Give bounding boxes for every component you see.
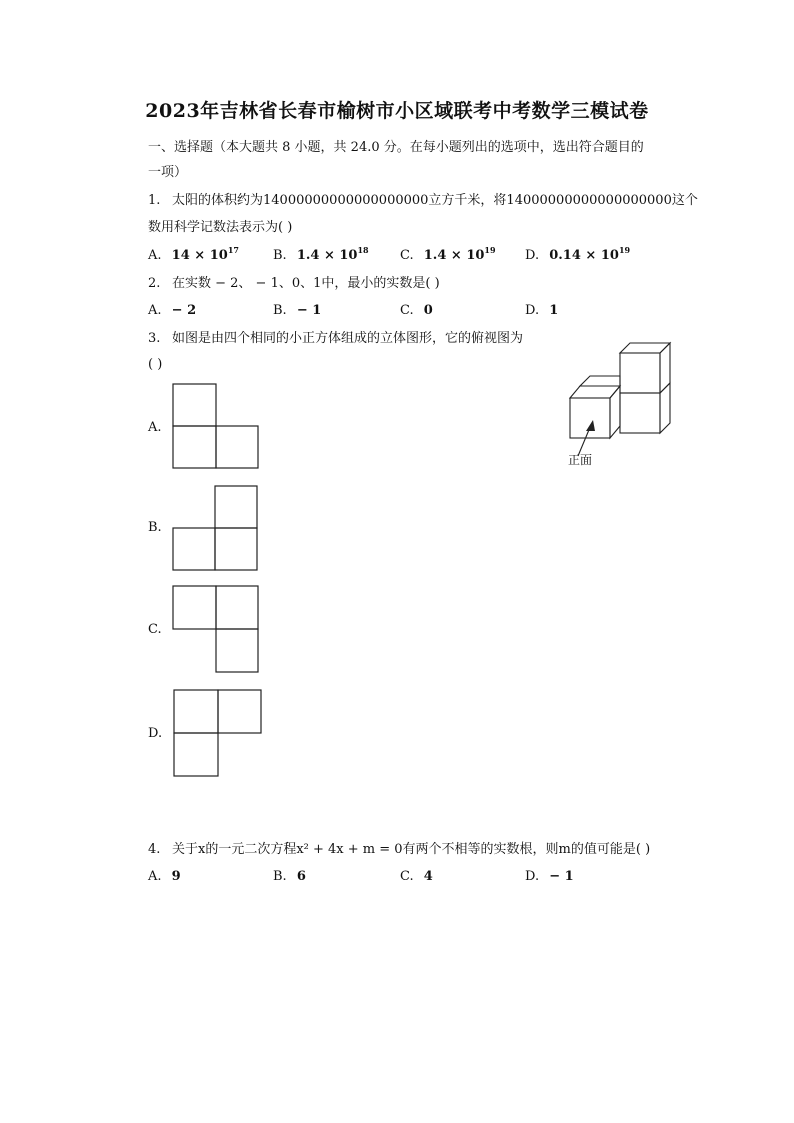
q3-option-b-figure[interactable]: [172, 485, 262, 573]
q1-option-c[interactable]: [400, 245, 496, 263]
section-heading-continued: 一项）: [148, 165, 188, 180]
option-value: − 1: [549, 869, 574, 884]
option-label: B.: [273, 303, 287, 318]
figure-label-front: 正面: [568, 453, 593, 467]
option-value: 0: [423, 303, 433, 318]
q3-option-d-label[interactable]: D.: [148, 726, 163, 741]
option-value: 1: [549, 303, 559, 318]
option-label: A.: [148, 303, 162, 318]
option-label: D.: [525, 248, 540, 263]
page-title: 2023年吉林省长春市榆树市小区域联考中考数学三模试卷: [145, 100, 649, 122]
q2-option-c[interactable]: [400, 303, 433, 318]
q3-option-c-figure[interactable]: [172, 585, 262, 675]
q3-option-a-figure[interactable]: [172, 383, 262, 471]
q4-option-a[interactable]: [148, 869, 181, 884]
q3-option-b-label[interactable]: B.: [148, 520, 162, 535]
option-label: C.: [400, 248, 414, 263]
question-3-text-continued: ( ): [148, 357, 163, 372]
option-value: 1.4 × 10: [423, 248, 485, 263]
q4-option-c[interactable]: [400, 869, 433, 884]
option-value: 14 × 10: [171, 248, 228, 263]
option-label: C.: [400, 869, 414, 884]
option-label: A.: [148, 248, 162, 263]
option-label: B.: [273, 869, 287, 884]
q2-option-b[interactable]: [273, 303, 321, 318]
option-value: − 1: [296, 303, 322, 318]
option-value: 9: [171, 869, 181, 884]
q3-option-c-label[interactable]: C.: [148, 622, 162, 637]
q1-option-a[interactable]: [148, 245, 239, 263]
q4-option-b[interactable]: [273, 869, 306, 884]
option-exponent: 18: [357, 245, 369, 255]
option-label: D.: [525, 869, 540, 884]
question-2-text: 在实数 − 2、 − 1、0、1中，最小的实数是( ): [172, 276, 440, 291]
arrow-icon: [586, 420, 595, 431]
option-label: D.: [525, 303, 540, 318]
q3-option-d-figure[interactable]: [173, 689, 265, 781]
question-4-text: 关于x的一元二次方程x² + 4x + m = 0有两个不相等的实数根，则m的值可能是( ): [172, 842, 651, 857]
option-value: − 2: [171, 303, 197, 318]
question-3-number: 3.: [148, 331, 161, 346]
option-value: 4: [423, 869, 433, 884]
q1-option-b[interactable]: [273, 245, 369, 263]
question-1-text: 太阳的体积约为14000000000000000000立方千米，将14000000000000000000这个: [172, 193, 698, 208]
question-1-number: 1.: [148, 193, 161, 208]
option-label: C.: [400, 303, 414, 318]
q2-option-a[interactable]: [148, 303, 196, 318]
question-3-text: 如图是由四个相同的小正方体组成的立体图形，它的俯视图为: [172, 331, 524, 346]
question-1-text-continued: 数用科学记数法表示为( ): [148, 220, 293, 235]
option-exponent: 19: [484, 245, 496, 255]
option-value: 1.4 × 10: [296, 248, 358, 263]
q2-option-d[interactable]: [525, 303, 558, 318]
question-2-number: 2.: [148, 276, 161, 291]
option-label: B.: [273, 248, 287, 263]
option-label: A.: [148, 869, 162, 884]
question-4-number: 4.: [148, 842, 161, 857]
q1-option-d[interactable]: [525, 245, 631, 263]
section-heading: 一、选择题（本大题共 8 小题，共 24.0 分。在每小题列出的选项中，选出符合题目的: [148, 140, 644, 155]
option-value: 6: [296, 869, 306, 884]
q3-option-a-label[interactable]: A.: [148, 420, 162, 435]
option-exponent: 19: [618, 245, 631, 255]
q4-option-d[interactable]: [525, 869, 574, 884]
option-value: 0.14 × 10: [549, 248, 619, 263]
option-exponent: 17: [227, 245, 239, 255]
